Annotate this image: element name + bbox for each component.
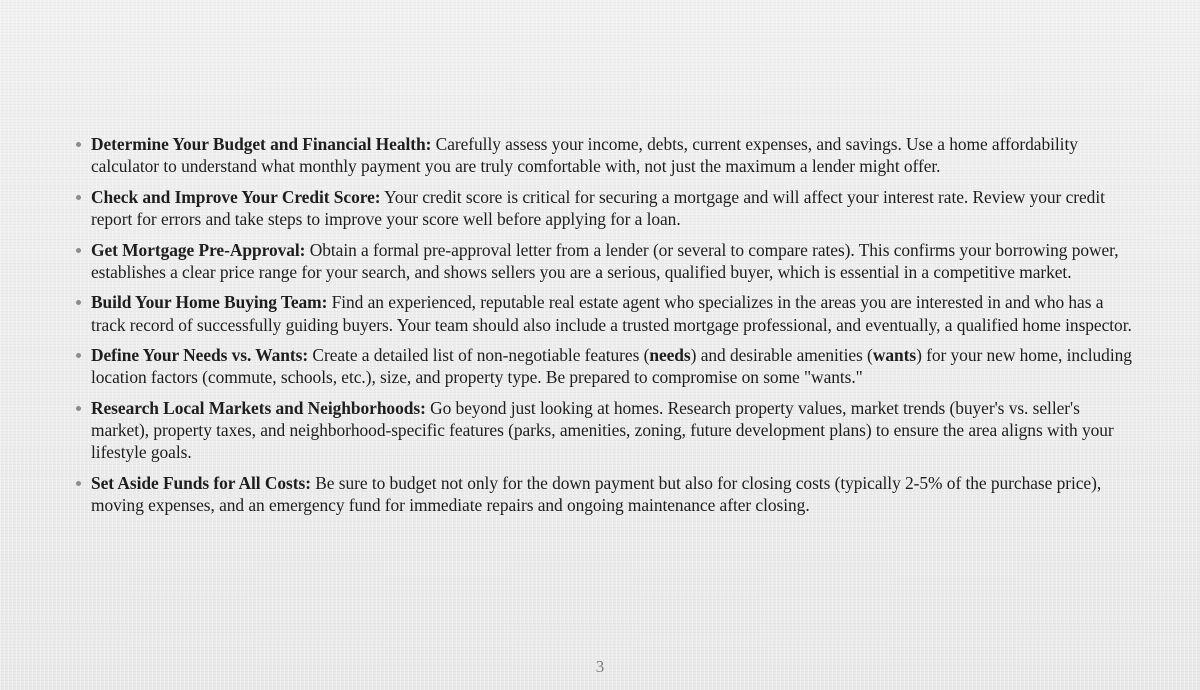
bullet-title: Define Your Needs vs. Wants: xyxy=(91,345,309,366)
bullet-title: Research Local Markets and Neighborhoods: xyxy=(91,397,426,418)
list-item-pre-approval xyxy=(72,239,1132,283)
list-item-team xyxy=(72,291,1132,335)
page-number: 3 xyxy=(595,657,605,676)
list-item-funds xyxy=(72,472,1132,516)
list-item-research-markets xyxy=(72,397,1132,464)
needs-emphasis: needs xyxy=(649,345,691,366)
bullet-title: Determine Your Budget and Financial Health: xyxy=(91,134,432,154)
bullet-text: ) for your new home, including location factors (commute, schools, etc.), size, and property type. Be prepared to compromise on some "wants." xyxy=(91,345,1132,388)
list-item-needs-wants xyxy=(72,344,1132,388)
bullet-text: Obtain a formal pre-approval letter from a lender (or several to compare rates). This confirms your borrowing power, establishes a clear price range for your search, and shows sellers you are a serious, qualified buyer, which is essential in a competitive market. xyxy=(91,239,1119,282)
bullet-dot-icon xyxy=(76,300,81,305)
bullet-title: Set Aside Funds for All Costs: xyxy=(91,472,311,493)
bullet-dot-icon xyxy=(76,142,81,147)
bullet-dot-icon xyxy=(76,195,81,200)
bullet-list xyxy=(72,133,1132,525)
bullet-dot-icon xyxy=(76,248,81,253)
list-item-credit-score xyxy=(72,186,1132,230)
bullet-text: Your credit score is critical for securing a mortgage and will affect your interest rate. Review your credit report for errors and take steps to improve your score well before applying for a loan. xyxy=(91,186,1105,229)
wants-emphasis: wants xyxy=(872,345,917,366)
bullet-text: Create a detailed list of non-negotiable features ( xyxy=(308,345,650,366)
bullet-title: Check and Improve Your Credit Score: xyxy=(91,186,381,207)
bullet-text: Be sure to budget not only for the down payment but also for closing costs (typically 2-5% of the purchase price), moving expenses, and an emergency fund for immediate repairs and ongoing maintenance after closing. xyxy=(91,472,1102,516)
bullet-text: Carefully assess your income, debts, current expenses, and savings. Use a home affordability calculator to understand what monthly payment you are truly comfortable with, not just the maximum a lender might offer. xyxy=(91,134,1078,177)
bullet-text: Go beyond just looking at homes. Research property values, market trends (buyer's vs. seller's market), property taxes, and neighborhood-specific features (parks, amenities, zoning, future development plans) to ensure the area aligns with your lifestyle goals. xyxy=(91,397,1114,463)
bullet-dot-icon xyxy=(76,481,81,486)
bullet-title: Get Mortgage Pre-Approval: xyxy=(91,239,306,260)
bullet-text: Find an experienced, reputable real estate agent who specializes in the areas you are interested in and who has a track record of successfully guiding buyers. Your team should also include a trusted mortgage professional, and eventually, a qualified home inspector. xyxy=(91,292,1132,335)
bullet-title: Build Your Home Buying Team: xyxy=(91,292,328,313)
bullet-dot-icon xyxy=(76,406,81,411)
bullet-text: ) and desirable amenities ( xyxy=(690,345,873,366)
bullet-dot-icon xyxy=(76,353,81,358)
list-item-budget xyxy=(72,133,1132,177)
